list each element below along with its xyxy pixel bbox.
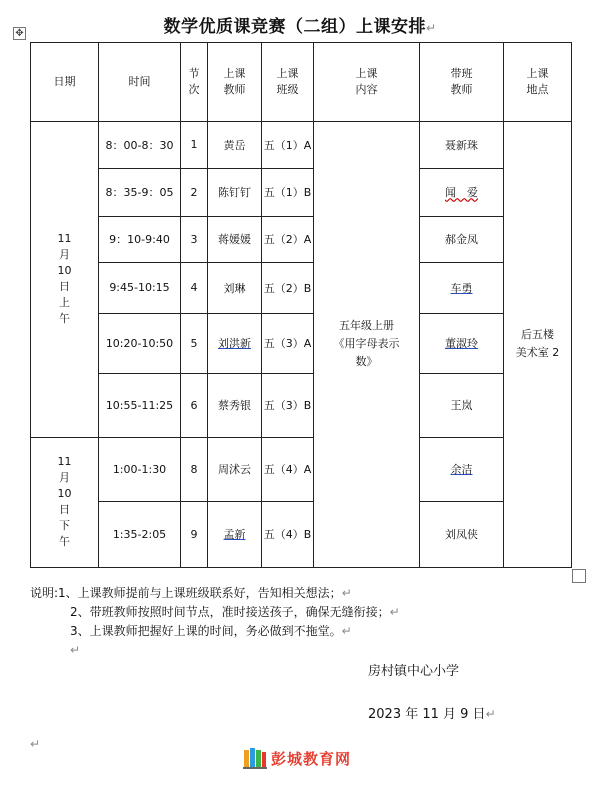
table-move-handle-icon[interactable]: ✥ xyxy=(13,27,26,40)
teacher-cell: 陈钉钉 xyxy=(208,169,262,217)
table-row xyxy=(31,373,572,437)
period-cell: 2 xyxy=(181,169,208,217)
class-cell: 五（4）A xyxy=(262,437,314,501)
logo-text: 彭城教育网 xyxy=(271,749,352,768)
class-cell: 五（1）B xyxy=(262,169,314,217)
lesson-content-cell: 五年级上册 《用字母表示 数》 xyxy=(314,121,420,567)
table-row xyxy=(31,216,572,263)
note-1: 说明:1、上课教师提前与上课班级联系好，告知相关想法；↵ xyxy=(30,586,352,600)
homeroom-cell: 董淑玲 xyxy=(420,313,504,373)
header-time: 时间 xyxy=(99,43,181,122)
table-row xyxy=(31,169,572,217)
class-cell: 五（2）A xyxy=(262,216,314,263)
signature-school: 房村镇中心小学 xyxy=(368,664,460,679)
homeroom-cell: 车勇 xyxy=(420,263,504,314)
table-row xyxy=(31,263,572,314)
teacher-cell: 黄岳 xyxy=(208,121,262,169)
period-cell: 5 xyxy=(181,313,208,373)
table-row xyxy=(31,121,572,169)
time-cell: 9：10-9:40 xyxy=(99,216,181,263)
time-cell: 10:55-11:25 xyxy=(99,373,181,437)
header-teacher: 上课 教师 xyxy=(208,43,262,122)
teacher-cell: 刘琳 xyxy=(208,263,262,314)
period-cell: 1 xyxy=(181,121,208,169)
period-cell: 3 xyxy=(181,216,208,263)
period-cell: 4 xyxy=(181,263,208,314)
homeroom-cell: 余洁 xyxy=(420,437,504,501)
time-cell: 8：35-9：05 xyxy=(99,169,181,217)
homeroom-cell: 刘凤侠 xyxy=(420,501,504,567)
class-cell: 五（3）B xyxy=(262,373,314,437)
teacher-cell: 蔡秀银 xyxy=(208,373,262,437)
notes-section xyxy=(30,584,570,660)
schedule-table xyxy=(30,42,572,568)
location-cell: 后五楼 美术室 2 xyxy=(504,121,572,567)
table-row xyxy=(31,501,572,567)
period-cell: 9 xyxy=(181,501,208,567)
homeroom-cell: 闻 爱 xyxy=(420,169,504,217)
header-class: 上课 班级 xyxy=(262,43,314,122)
empty-paragraph-mark: ↵ xyxy=(70,643,81,657)
afternoon-date-cell: 11 月 10 日 下 午 xyxy=(31,437,99,567)
note-2: 2、带班教师按照时间节点，准时接送孩子，确保无缝衔接；↵ xyxy=(70,605,400,619)
time-cell: 10:20-10:50 xyxy=(99,313,181,373)
signature-date: 2023 年 11 月 9 日↵ xyxy=(368,707,496,722)
homeroom-cell: 聂新珠 xyxy=(420,121,504,169)
period-cell: 6 xyxy=(181,373,208,437)
table-resize-handle-icon[interactable] xyxy=(572,569,586,583)
class-cell: 五（3）A xyxy=(262,313,314,373)
time-cell: 1:35-2:05 xyxy=(99,501,181,567)
homeroom-cell: 王岚 xyxy=(420,373,504,437)
period-cell: 8 xyxy=(181,437,208,501)
header-homeroom: 带班 教师 xyxy=(420,43,504,122)
site-logo xyxy=(243,746,351,770)
trailing-paragraph-mark: ↵ xyxy=(30,737,41,751)
table-row xyxy=(31,313,572,373)
header-row xyxy=(31,43,572,122)
teacher-cell: 刘洪新 xyxy=(208,313,262,373)
page-title: 数学优质课竞赛（二组）上课安排↵ xyxy=(163,17,437,37)
header-period: 节 次 xyxy=(181,43,208,122)
class-cell: 五（1）A xyxy=(262,121,314,169)
morning-date-cell: 11 月 10 日 上 午 xyxy=(31,121,99,437)
header-date: 日期 xyxy=(31,43,99,122)
class-cell: 五（2）B xyxy=(262,263,314,314)
time-cell: 1:00-1:30 xyxy=(99,437,181,501)
table-row xyxy=(31,437,572,501)
books-logo-icon xyxy=(243,747,267,769)
homeroom-cell: 郝金凤 xyxy=(420,216,504,263)
teacher-cell: 孟新 xyxy=(208,501,262,567)
teacher-cell: 蒋媛媛 xyxy=(208,216,262,263)
teacher-cell: 周沭云 xyxy=(208,437,262,501)
header-location: 上课 地点 xyxy=(504,43,572,122)
time-cell: 8：00-8：30 xyxy=(99,121,181,169)
note-3: 3、上课教师把握好上课的时间，务必做到不拖堂。↵ xyxy=(70,624,352,638)
class-cell: 五（4）B xyxy=(262,501,314,567)
header-content: 上课 内容 xyxy=(314,43,420,122)
time-cell: 9:45-10:15 xyxy=(99,263,181,314)
